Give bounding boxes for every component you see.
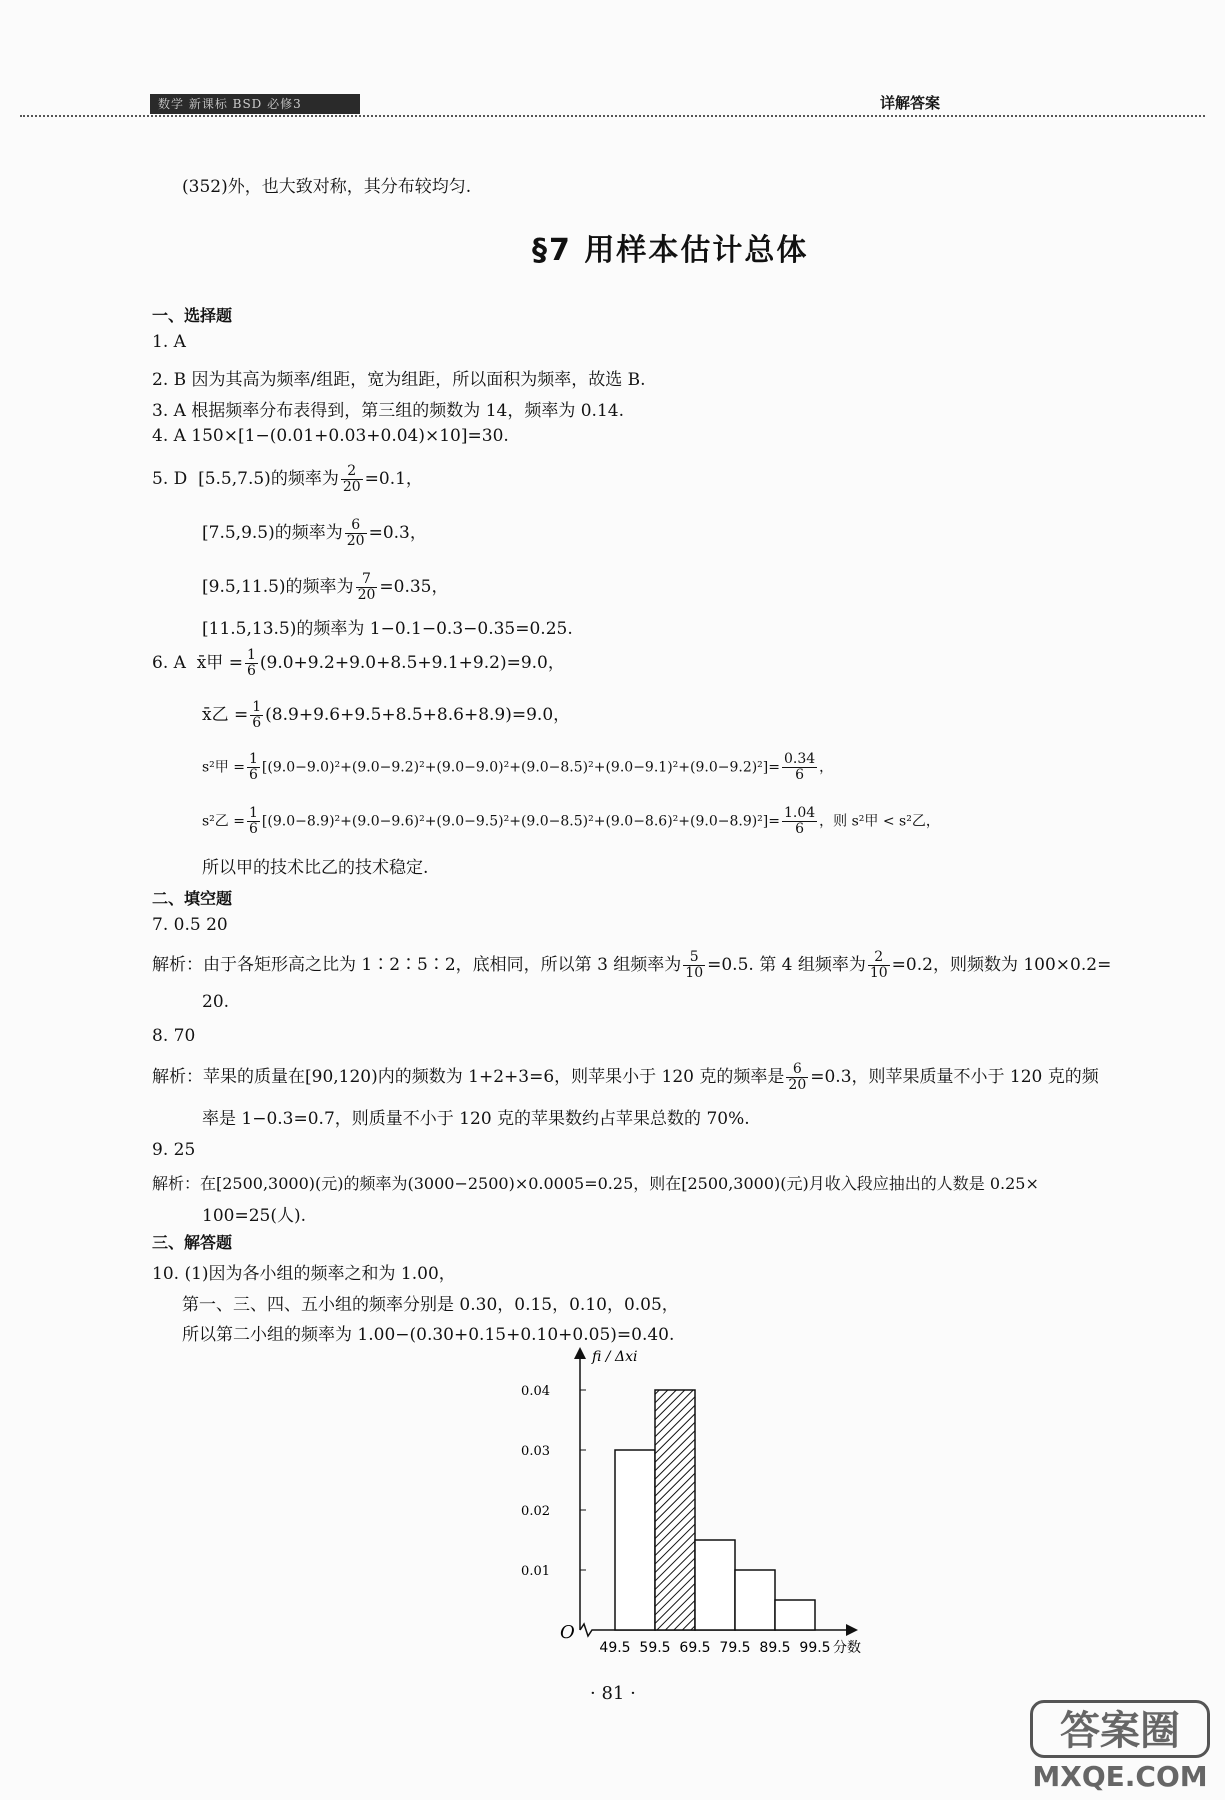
watermark [1030, 1700, 1210, 1792]
q6-text: [(9.0−9.0)²+(9.0−9.2)²+(9.0−9.0)²+(9.0−8.5)²+(9.0−9.1)²+(9.0−9.2)²]= [261, 759, 780, 776]
q6-text: ，则 s²甲 < s²乙， [819, 813, 940, 830]
answer-q3: 3. A 根据频率分布表得到，第三组的频数为 14，频率为 0.14. [152, 401, 624, 421]
header-answer-label: 详解答案 [880, 94, 941, 112]
q6-text: x̄乙 = [202, 705, 249, 725]
fraction-denominator: 20 [342, 479, 361, 495]
answer-q5-line1 [152, 464, 423, 495]
answer-q6-line4 [202, 806, 940, 837]
q5-text: [7.5,9.5)的频率为 [202, 523, 343, 543]
q6-text: (8.9+9.6+9.5+8.5+8.6+8.9)=9.0， [265, 705, 571, 725]
axis-break [580, 1624, 595, 1636]
answer-q8: 8. 70 [152, 1026, 196, 1046]
fraction-numerator: 2 [341, 464, 363, 480]
fraction-denominator: 20 [357, 587, 376, 603]
answer-q6-line1 [152, 648, 565, 679]
answer-q7-explanation-cont: 20. [202, 992, 230, 1012]
y-tick-label: 0.04 [521, 1384, 550, 1399]
fraction [782, 806, 817, 837]
answer-q6-line2 [202, 700, 570, 731]
fraction-denominator: 6 [246, 663, 256, 679]
x-tick-label: 79.5 [719, 1640, 751, 1656]
q7-text: =0.2，则频数为 100×0.2= [891, 955, 1112, 975]
fraction-numerator: 1 [248, 751, 258, 767]
answer-q7: 7. 0.5 20 [152, 915, 228, 935]
q6-text: s²甲 = [202, 759, 245, 776]
q6-text: (9.0+9.2+9.0+8.5+9.1+9.2)=9.0， [259, 653, 565, 673]
fraction [247, 752, 260, 783]
x-tick-label: 89.5 [759, 1640, 791, 1656]
x-tick-label: 59.5 [639, 1640, 671, 1656]
fraction-denominator: 6 [248, 767, 258, 783]
histogram-bar [695, 1540, 735, 1630]
q5-text: =0.3， [368, 523, 427, 543]
fraction-numerator: 1 [252, 699, 262, 715]
q7-text: =0.5. 第 4 组频率为 [707, 955, 866, 975]
answer-q8-explanation [152, 1062, 1099, 1093]
heading-multiple-choice: 一、选择题 [152, 306, 233, 325]
fraction-numerator: 6 [345, 518, 367, 534]
frequency-histogram [500, 1345, 900, 1675]
histogram-bar [775, 1600, 815, 1630]
header-divider [20, 115, 1205, 117]
fraction-numerator: 1 [246, 647, 256, 663]
q6-text: ， [819, 759, 834, 776]
answer-q10-line3: 所以第二小组的频率为 1.00−(0.30+0.15+0.10+0.05)=0.40. [182, 1325, 675, 1345]
fraction [683, 950, 705, 981]
heading-fill-in: 二、填空题 [152, 889, 233, 908]
fraction-numerator: 1 [248, 805, 258, 821]
q5-text: =0.1， [364, 469, 423, 489]
intro-line: (352)外，也大致对称，其分布较均匀. [182, 177, 472, 197]
answer-q6-line5: 所以甲的技术比乙的技术稳定. [202, 858, 429, 878]
answer-q8-explanation-cont: 率是 1−0.3=0.7，则质量不小于 120 克的苹果数约占苹果总数的 70%. [202, 1109, 750, 1129]
header-series-label: 数学 新课标 BSD 必修3 [150, 94, 360, 114]
fraction-numerator: 6 [786, 1062, 808, 1078]
q6-text: x̄甲 = [196, 653, 243, 673]
q5-text: =0.35， [379, 577, 449, 597]
q5-text: [9.5,11.5)的频率为 [202, 577, 354, 597]
fraction [341, 464, 363, 495]
fraction [247, 806, 260, 837]
histogram-bar [655, 1390, 695, 1630]
q5-text: [5.5,7.5)的频率为 [198, 469, 339, 489]
fraction-numerator: 1.04 [784, 805, 816, 821]
answer-q9-explanation-cont: 100=25(人). [202, 1206, 306, 1226]
answer-q4: 4. A 150×[1−(0.01+0.03+0.04)×10]=30. [152, 426, 509, 446]
fraction [245, 648, 258, 679]
q6-label: 6. A [152, 653, 186, 673]
histogram-bar [615, 1450, 655, 1630]
fraction-numerator: 7 [356, 572, 378, 588]
fraction [250, 700, 263, 731]
x-axis-label: 分数 [833, 1640, 861, 1656]
watermark-logo: 答案圈 [1030, 1700, 1210, 1758]
x-tick-label: 99.5 [799, 1640, 831, 1656]
fraction-numerator: 2 [868, 950, 890, 966]
answer-q10-line2: 第一、三、四、五小组的频率分别是 0.30，0.15，0.10，0.05， [182, 1295, 679, 1315]
answer-q5-line2 [202, 518, 427, 549]
fraction-numerator: 0.34 [784, 751, 816, 767]
fraction [345, 518, 367, 549]
answer-q5-line3 [202, 572, 449, 603]
answer-q9: 9. 25 [152, 1140, 196, 1160]
fraction-denominator: 10 [869, 965, 888, 981]
fraction [782, 752, 817, 783]
page-number: · 81 · [590, 1683, 636, 1704]
q6-text: s²乙 = [202, 813, 245, 830]
fraction [356, 572, 378, 603]
y-tick-label: 0.02 [521, 1504, 550, 1519]
answer-q9-explanation: 解析：在[2500,3000)(元)的频率为(3000−2500)×0.0005=0.25，则在[2500,3000)(元)月收入段应抽出的人数是 0.25× [152, 1174, 1039, 1193]
fraction [786, 1062, 808, 1093]
q7-text: 解析：由于各矩形高之比为 1∶2∶5∶2，底相同，所以第 3 组频率为 [152, 955, 682, 975]
q8-text: 解析：苹果的质量在[90,120)内的频数为 1+2+3=6，则苹果小于 120 克的频率是 [152, 1067, 785, 1087]
answer-q7-explanation [152, 950, 1111, 981]
fraction-denominator: 6 [248, 821, 258, 837]
x-tick-label: 49.5 [599, 1640, 631, 1656]
y-tick-label: 0.01 [521, 1564, 550, 1579]
fraction [868, 950, 890, 981]
heading-solutions: 三、解答题 [152, 1233, 233, 1252]
y-tick-label: 0.03 [521, 1444, 550, 1459]
x-tick-label: 69.5 [679, 1640, 711, 1656]
fraction-denominator: 6 [252, 715, 262, 731]
answer-q2: 2. B 因为其高为频率/组距，宽为组距，所以面积为频率，故选 B. [152, 370, 646, 390]
fraction-denominator: 20 [788, 1077, 807, 1093]
q5-label: 5. D [152, 469, 188, 489]
answer-q1: 1. A [152, 332, 186, 352]
answer-q6-line3 [202, 752, 833, 783]
watermark-url: MXQE.COM [1032, 1760, 1208, 1793]
q8-text: =0.3，则苹果质量不小于 120 克的频 [810, 1067, 1099, 1087]
fraction-denominator: 20 [346, 533, 365, 549]
fraction-denominator: 10 [685, 965, 704, 981]
answer-q5-line4: [11.5,13.5)的频率为 1−0.1−0.3−0.35=0.25. [202, 619, 573, 639]
histogram-bar [735, 1570, 775, 1630]
origin-label: O [560, 1622, 575, 1643]
section-title: §7 用样本估计总体 [532, 233, 809, 268]
fraction-denominator: 6 [795, 821, 805, 837]
fraction-numerator: 5 [683, 950, 705, 966]
fraction-denominator: 6 [795, 767, 805, 783]
y-axis-label: fi / Δxi [592, 1349, 638, 1365]
answer-q10-line1: 10. (1)因为各小组的频率之和为 1.00， [152, 1264, 456, 1284]
q6-text: [(9.0−8.9)²+(9.0−9.6)²+(9.0−9.5)²+(9.0−8.5)²+(9.0−8.6)²+(9.0−8.9)²]= [261, 813, 780, 830]
